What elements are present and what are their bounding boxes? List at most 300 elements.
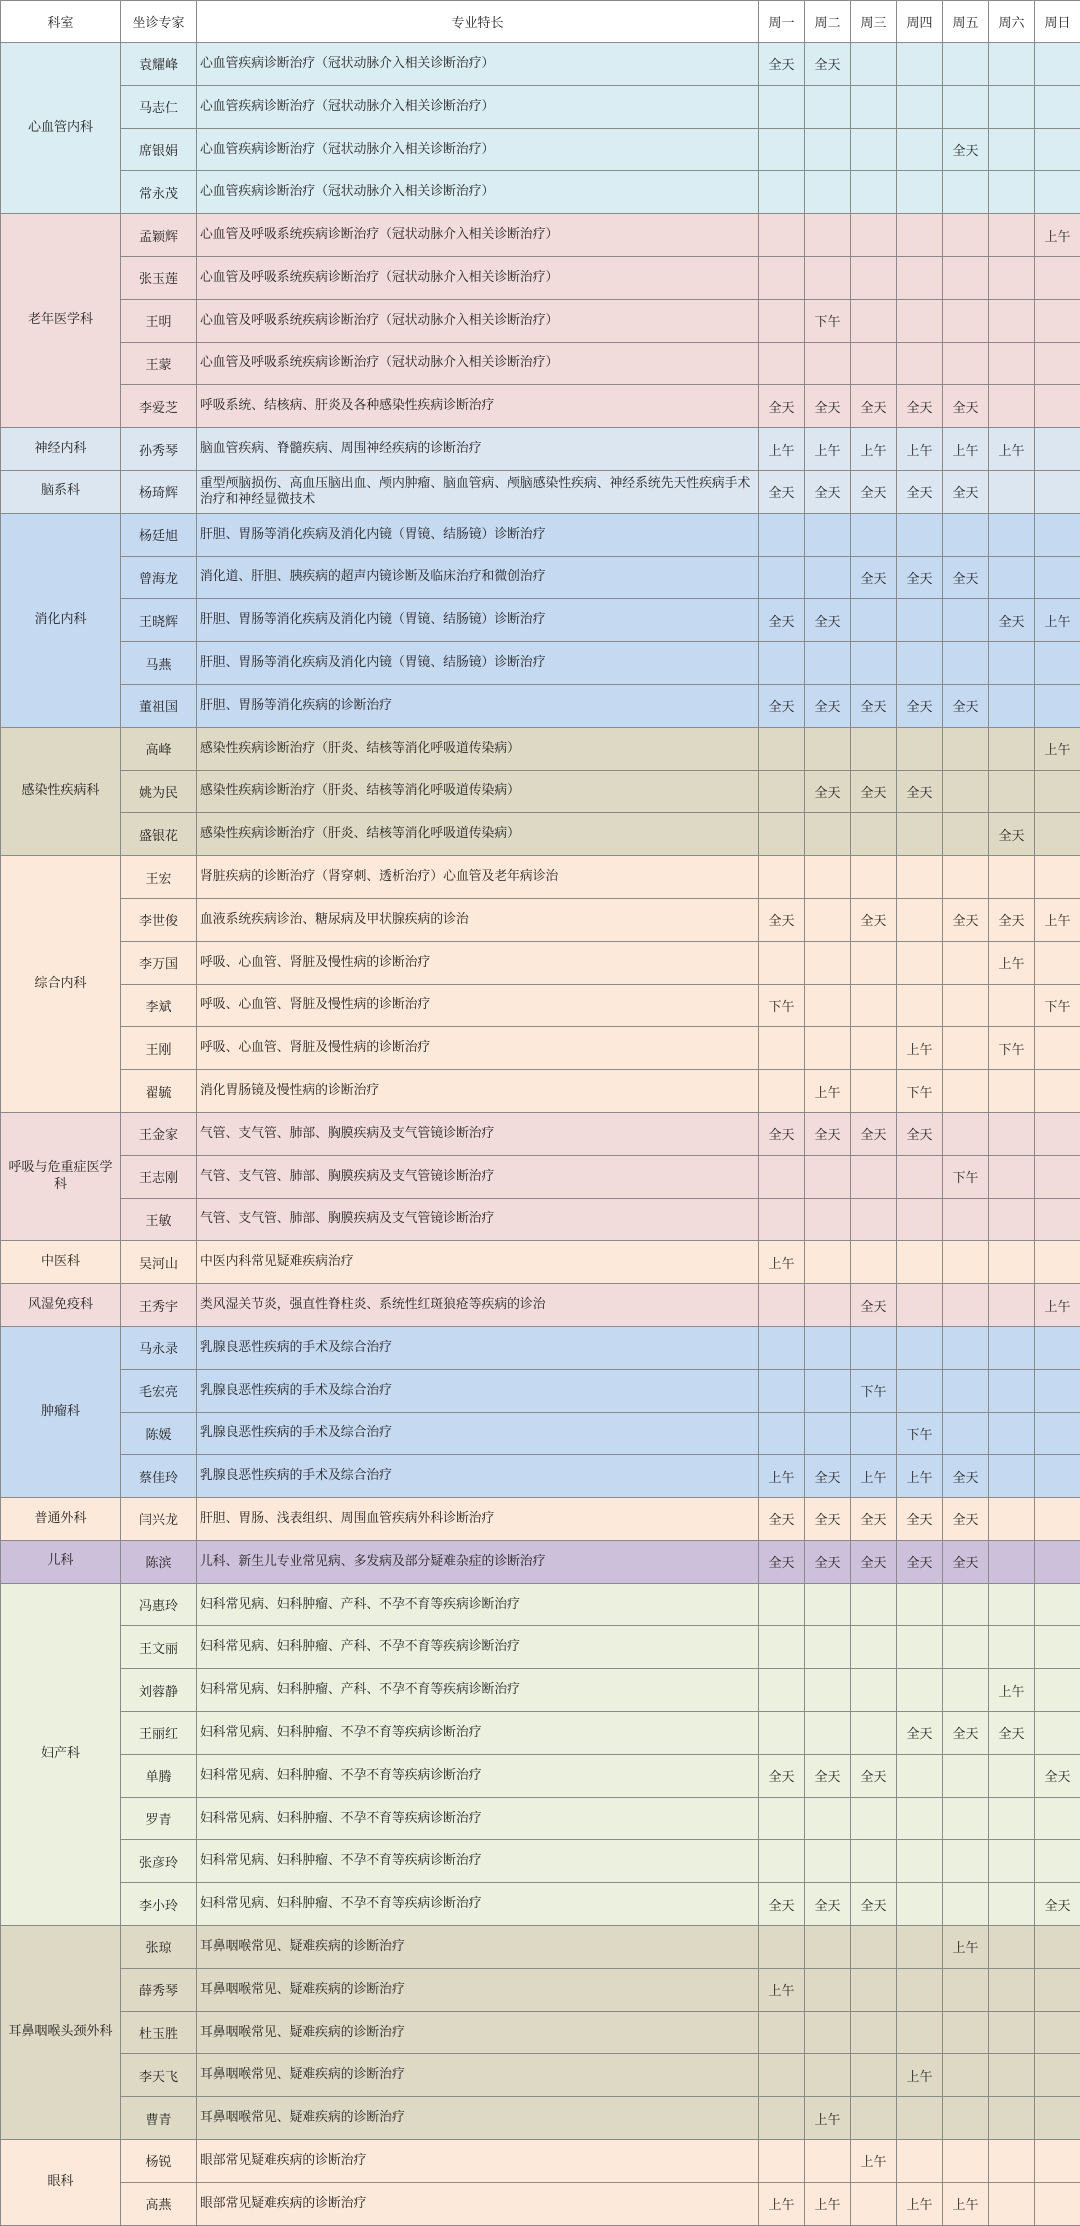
schedule-cell [897,299,943,342]
table-row [1,1070,1080,1113]
schedule-cell [759,1583,805,1626]
specialty-cell: 中医内科常见疑难疾病治疗 [197,1241,759,1284]
schedule-cell [943,513,989,556]
header-department: 科室 [1,1,121,43]
specialty-cell: 妇科常见病、妇科肿瘤、不孕不育等疾病诊断治疗 [197,1754,759,1797]
schedule-cell [851,599,897,642]
schedule-cell [805,1155,851,1198]
schedule-cell: 全天 [805,470,851,513]
schedule-cell [805,342,851,385]
schedule-cell: 全天 [851,770,897,813]
schedule-cell [989,727,1035,770]
schedule-cell: 全天 [851,1540,897,1583]
schedule-cell: 上午 [805,1070,851,1113]
schedule-cell [897,1198,943,1241]
schedule-cell [943,856,989,899]
schedule-cell: 全天 [897,1112,943,1155]
schedule-cell: 上午 [1035,599,1080,642]
schedule-cell [851,214,897,257]
doctor-name-cell: 杨琦辉 [121,470,197,513]
schedule-cell: 全天 [897,1498,943,1541]
schedule-cell [1035,128,1080,171]
header-specialty: 专业特长 [197,1,759,43]
specialty-cell: 呼吸、心血管、肾脏及慢性病的诊断治疗 [197,984,759,1027]
schedule-cell [851,1840,897,1883]
schedule-cell [805,1027,851,1070]
specialty-cell: 重型颅脑损伤、高血压脑出血、颅内肿瘤、脑血管病、颅脑感染性疾病、神经系统先天性疾病手术治疗和神经显微技术 [197,470,759,513]
table-row [1,256,1080,299]
doctor-name-cell: 王明 [121,299,197,342]
table-row [1,1840,1080,1883]
schedule-cell [805,2011,851,2054]
specialty-cell: 类风湿关节炎，强直性脊柱炎、系统性红斑狼疮等疾病的诊治 [197,1284,759,1327]
schedule-cell [805,1669,851,1712]
table-row [1,856,1080,899]
specialty-cell: 心血管疾病诊断治疗（冠状动脉介入相关诊断治疗） [197,171,759,214]
schedule-cell [989,385,1035,428]
table-row [1,984,1080,1027]
doctor-name-cell: 马志仁 [121,85,197,128]
specialty-cell: 眼部常见疑难疾病的诊断治疗 [197,2140,759,2183]
schedule-cell [897,2011,943,2054]
schedule-cell [989,1112,1035,1155]
schedule-cell [897,1626,943,1669]
doctor-name-cell: 王刚 [121,1027,197,1070]
table-row [1,171,1080,214]
doctor-name-cell: 吴河山 [121,1241,197,1284]
schedule-cell [759,171,805,214]
schedule-cell [759,1626,805,1669]
specialty-cell: 气管、支气管、肺部、胸膜疾病及支气管镜诊断治疗 [197,1112,759,1155]
schedule-cell [851,813,897,856]
schedule-cell: 上午 [943,1926,989,1969]
schedule-cell: 下午 [759,984,805,1027]
schedule-cell [989,1968,1035,2011]
schedule-cell [805,171,851,214]
doctor-name-cell: 席银娟 [121,128,197,171]
table-row [1,1326,1080,1369]
schedule-cell [897,1284,943,1327]
schedule-cell [1035,2140,1080,2183]
table-row [1,513,1080,556]
schedule-cell: 全天 [897,770,943,813]
schedule-cell: 全天 [805,1540,851,1583]
schedule-cell [1035,813,1080,856]
schedule-cell: 上午 [1035,214,1080,257]
doctor-name-cell: 马燕 [121,642,197,685]
specialty-cell: 呼吸系统、结核病、肝炎及各种感染性疾病诊断治疗 [197,385,759,428]
schedule-cell [851,642,897,685]
doctor-name-cell: 蔡佳玲 [121,1455,197,1498]
specialty-cell: 肝胆、胃肠等消化疾病及消化内镜（胃镜、结肠镜）诊断治疗 [197,599,759,642]
schedule-cell: 上午 [851,428,897,471]
schedule-cell: 上午 [989,1669,1035,1712]
table-row [1,2182,1080,2225]
schedule-cell [851,1412,897,1455]
schedule-cell: 全天 [805,43,851,86]
schedule-cell [943,770,989,813]
schedule-cell: 全天 [759,385,805,428]
schedule-cell [897,2140,943,2183]
schedule-cell [851,2182,897,2225]
schedule-cell [1035,1498,1080,1541]
schedule-cell [897,1669,943,1712]
schedule-cell [989,1626,1035,1669]
schedule-cell [1035,1070,1080,1113]
schedule-cell [943,1583,989,1626]
doctor-name-cell: 马永录 [121,1326,197,1369]
schedule-cell [759,1669,805,1712]
department-cell: 消化内科 [1,513,121,727]
schedule-cell [851,1669,897,1712]
specialty-cell: 儿科、新生儿专业常见病、多发病及部分疑难杂症的诊断治疗 [197,1540,759,1583]
schedule-cell [805,1626,851,1669]
doctor-name-cell: 杨廷旭 [121,513,197,556]
schedule-cell [1035,1626,1080,1669]
schedule-cell [989,1241,1035,1284]
schedule-cell: 全天 [943,470,989,513]
schedule-cell: 上午 [989,941,1035,984]
schedule-cell: 全天 [851,1284,897,1327]
schedule-cell [1035,2097,1080,2140]
schedule-cell [759,1070,805,1113]
schedule-cell [897,642,943,685]
schedule-cell [897,85,943,128]
department-cell: 普通外科 [1,1498,121,1541]
header-doctor: 坐诊专家 [121,1,197,43]
specialty-cell: 妇科常见病、妇科肿瘤、不孕不育等疾病诊断治疗 [197,1840,759,1883]
schedule-cell [805,727,851,770]
doctor-name-cell: 单腾 [121,1754,197,1797]
schedule-cell [1035,1155,1080,1198]
doctor-name-cell: 王敏 [121,1198,197,1241]
schedule-cell: 全天 [805,1883,851,1926]
schedule-cell [1035,1669,1080,1712]
doctor-name-cell: 姚为民 [121,770,197,813]
schedule-cell: 全天 [851,1883,897,1926]
schedule-cell: 上午 [897,2182,943,2225]
schedule-cell [759,342,805,385]
schedule-cell [805,1840,851,1883]
schedule-cell: 下午 [805,299,851,342]
schedule-cell [897,256,943,299]
schedule-cell [851,1027,897,1070]
schedule-cell [1035,43,1080,86]
schedule-cell: 全天 [851,1498,897,1541]
schedule-cell: 全天 [851,470,897,513]
schedule-cell [851,85,897,128]
schedule-cell [851,727,897,770]
schedule-cell [1035,770,1080,813]
doctor-name-cell: 王金家 [121,1112,197,1155]
schedule-cell [897,856,943,899]
schedule-body [1,43,1080,2226]
schedule-cell [805,2140,851,2183]
doctor-name-cell: 董祖国 [121,684,197,727]
schedule-cell: 全天 [851,1754,897,1797]
schedule-cell [1035,171,1080,214]
doctor-name-cell: 杜玉胜 [121,2011,197,2054]
schedule-cell [943,85,989,128]
doctor-name-cell: 李小玲 [121,1883,197,1926]
table-row [1,1883,1080,1926]
schedule-cell [759,1155,805,1198]
schedule-cell [1035,1369,1080,1412]
doctor-name-cell: 王秀宇 [121,1284,197,1327]
table-row [1,684,1080,727]
schedule-cell [759,1284,805,1327]
schedule-cell [897,1754,943,1797]
schedule-cell [989,2182,1035,2225]
schedule-cell [1035,299,1080,342]
schedule-cell: 上午 [943,2182,989,2225]
department-cell: 风湿免疫科 [1,1284,121,1327]
doctor-name-cell: 孙秀琴 [121,428,197,471]
specialty-cell: 心血管疾病诊断治疗（冠状动脉介入相关诊断治疗） [197,85,759,128]
schedule-cell [759,1712,805,1755]
schedule-cell: 下午 [1035,984,1080,1027]
schedule-cell: 全天 [943,1712,989,1755]
table-row [1,1498,1080,1541]
schedule-cell [943,642,989,685]
doctor-name-cell: 李万国 [121,941,197,984]
schedule-cell [989,856,1035,899]
table-row [1,813,1080,856]
schedule-cell [851,43,897,86]
table-row [1,1241,1080,1284]
schedule-cell [943,984,989,1027]
doctor-name-cell: 闫兴龙 [121,1498,197,1541]
schedule-cell [759,1369,805,1412]
specialty-cell: 呼吸、心血管、肾脏及慢性病的诊断治疗 [197,941,759,984]
schedule-cell [805,1926,851,1969]
schedule-cell: 全天 [805,1455,851,1498]
schedule-cell [851,1198,897,1241]
schedule-cell: 全天 [943,684,989,727]
schedule-cell: 全天 [759,599,805,642]
schedule-cell: 全天 [851,898,897,941]
schedule-cell [805,1712,851,1755]
department-cell: 老年医学科 [1,214,121,428]
schedule-cell [1035,642,1080,685]
schedule-cell [1035,2054,1080,2097]
schedule-cell [897,2097,943,2140]
schedule-cell [989,214,1035,257]
schedule-cell [759,2140,805,2183]
schedule-cell [989,2097,1035,2140]
schedule-cell [851,1326,897,1369]
schedule-cell [759,1027,805,1070]
schedule-cell [851,128,897,171]
department-cell: 综合内科 [1,856,121,1113]
schedule-cell [943,1070,989,1113]
schedule-cell [943,171,989,214]
schedule-cell: 全天 [897,1540,943,1583]
schedule-cell [943,1840,989,1883]
schedule-cell [805,642,851,685]
schedule-cell: 下午 [989,1027,1035,1070]
schedule-cell [943,1968,989,2011]
schedule-cell [805,1326,851,1369]
specialty-cell: 耳鼻咽喉常见、疑难疾病的诊断治疗 [197,2011,759,2054]
table-row [1,898,1080,941]
schedule-cell [897,1926,943,1969]
schedule-cell [989,513,1035,556]
specialty-cell: 乳腺良恶性疾病的手术及综合治疗 [197,1369,759,1412]
department-cell: 耳鼻咽喉头颈外科 [1,1926,121,2140]
schedule-cell: 全天 [805,1498,851,1541]
schedule-cell [759,813,805,856]
schedule-cell [1035,256,1080,299]
doctor-name-cell: 袁耀峰 [121,43,197,86]
department-cell: 呼吸与危重症医学科 [1,1112,121,1240]
schedule-cell [851,513,897,556]
doctor-name-cell: 王文丽 [121,1626,197,1669]
schedule-cell: 上午 [759,428,805,471]
schedule-cell: 上午 [759,1241,805,1284]
table-row [1,1926,1080,1969]
schedule-cell [989,2054,1035,2097]
doctor-name-cell: 冯惠玲 [121,1583,197,1626]
schedule-cell [897,513,943,556]
schedule-cell [989,85,1035,128]
schedule-cell [1035,2011,1080,2054]
schedule-cell: 全天 [805,770,851,813]
table-row [1,43,1080,86]
table-row [1,428,1080,471]
schedule-cell [897,1326,943,1369]
doctor-name-cell: 王宏 [121,856,197,899]
header-wed: 周三 [851,1,897,43]
schedule-cell [805,1369,851,1412]
schedule-cell [989,1883,1035,1926]
schedule-cell [943,1669,989,1712]
specialty-cell: 乳腺良恶性疾病的手术及综合治疗 [197,1326,759,1369]
specialty-cell: 心血管及呼吸系统疾病诊断治疗（冠状动脉介入相关诊断治疗） [197,342,759,385]
schedule-cell: 全天 [1035,1883,1080,1926]
doctor-name-cell: 陈媛 [121,1412,197,1455]
specialty-cell: 妇科常见病、妇科肿瘤、产科、不孕不育等疾病诊断治疗 [197,1583,759,1626]
doctor-name-cell: 张彦玲 [121,1840,197,1883]
schedule-cell [805,1797,851,1840]
schedule-cell [943,1369,989,1412]
schedule-cell [1035,1583,1080,1626]
schedule-cell [1035,1840,1080,1883]
schedule-cell [851,2011,897,2054]
schedule-cell [759,2011,805,2054]
table-row [1,1369,1080,1412]
schedule-cell [759,1926,805,1969]
schedule-cell [759,1198,805,1241]
specialty-cell: 乳腺良恶性疾病的手术及综合治疗 [197,1455,759,1498]
schedule-cell: 全天 [759,1754,805,1797]
schedule-cell: 全天 [989,898,1035,941]
schedule-cell [897,599,943,642]
table-row [1,727,1080,770]
schedule-cell [1035,941,1080,984]
schedule-cell: 上午 [897,1027,943,1070]
header-row [1,1,1080,43]
schedule-cell [943,1326,989,1369]
specialty-cell: 肾脏疾病的诊断治疗（肾穿刺、透析治疗）心血管及老年病诊治 [197,856,759,899]
schedule-cell [989,1070,1035,1113]
table-row [1,1027,1080,1070]
specialty-cell: 心血管及呼吸系统疾病诊断治疗（冠状动脉介入相关诊断治疗） [197,299,759,342]
schedule-cell [759,299,805,342]
department-cell: 中医科 [1,1241,121,1284]
schedule-cell [759,856,805,899]
schedule-cell [989,984,1035,1027]
schedule-cell [1035,1326,1080,1369]
doctor-name-cell: 盛银花 [121,813,197,856]
schedule-cell: 全天 [805,1754,851,1797]
schedule-cell [805,856,851,899]
schedule-cell [851,1070,897,1113]
schedule-cell: 上午 [805,2097,851,2140]
specialty-cell: 消化道、肝胆、胰疾病的超声内镜诊断及临床治疗和微创治疗 [197,556,759,599]
schedule-cell [989,1840,1035,1883]
doctor-name-cell: 王丽红 [121,1712,197,1755]
specialty-cell: 耳鼻咽喉常见、疑难疾病的诊断治疗 [197,2097,759,2140]
schedule-cell [897,1155,943,1198]
schedule-cell: 全天 [943,128,989,171]
specialty-cell: 脑血管疾病、脊髓疾病、周围神经疾病的诊断治疗 [197,428,759,471]
specialty-cell: 肝胆、胃肠等消化疾病的诊断治疗 [197,684,759,727]
department-cell: 眼科 [1,2140,121,2226]
schedule-cell [805,941,851,984]
schedule-cell [989,556,1035,599]
schedule-cell [805,1968,851,2011]
schedule-cell [851,256,897,299]
doctor-name-cell: 张玉莲 [121,256,197,299]
schedule-cell [897,727,943,770]
schedule-cell: 上午 [897,2054,943,2097]
schedule-cell [805,1284,851,1327]
doctor-name-cell: 高峰 [121,727,197,770]
schedule-cell [897,941,943,984]
doctor-name-cell: 李爱芝 [121,385,197,428]
schedule-cell [897,1369,943,1412]
schedule-cell: 全天 [897,556,943,599]
department-cell: 儿科 [1,1540,121,1583]
schedule-cell: 全天 [851,556,897,599]
schedule-cell: 全天 [805,385,851,428]
schedule-cell [943,1626,989,1669]
schedule-cell: 下午 [897,1412,943,1455]
schedule-cell: 全天 [943,385,989,428]
table-row [1,1583,1080,1626]
schedule-cell [759,1797,805,1840]
schedule-cell [897,1968,943,2011]
schedule-cell: 上午 [759,2182,805,2225]
schedule-cell [1035,1968,1080,2011]
schedule-cell [1035,85,1080,128]
specialty-cell: 心血管疾病诊断治疗（冠状动脉介入相关诊断治疗） [197,128,759,171]
schedule-cell [805,556,851,599]
schedule-cell: 全天 [805,1112,851,1155]
schedule-cell [1035,1198,1080,1241]
schedule-cell: 全天 [851,385,897,428]
schedule-cell [897,43,943,86]
schedule-cell [759,642,805,685]
doctor-name-cell: 常永茂 [121,171,197,214]
table-row [1,556,1080,599]
schedule-cell: 上午 [1035,1284,1080,1327]
schedule-cell: 下午 [851,1369,897,1412]
specialty-cell: 感染性疾病诊断治疗（肝炎、结核等消化呼吸道传染病） [197,770,759,813]
schedule-cell: 全天 [989,599,1035,642]
specialty-cell: 眼部常见疑难疾病的诊断治疗 [197,2182,759,2225]
